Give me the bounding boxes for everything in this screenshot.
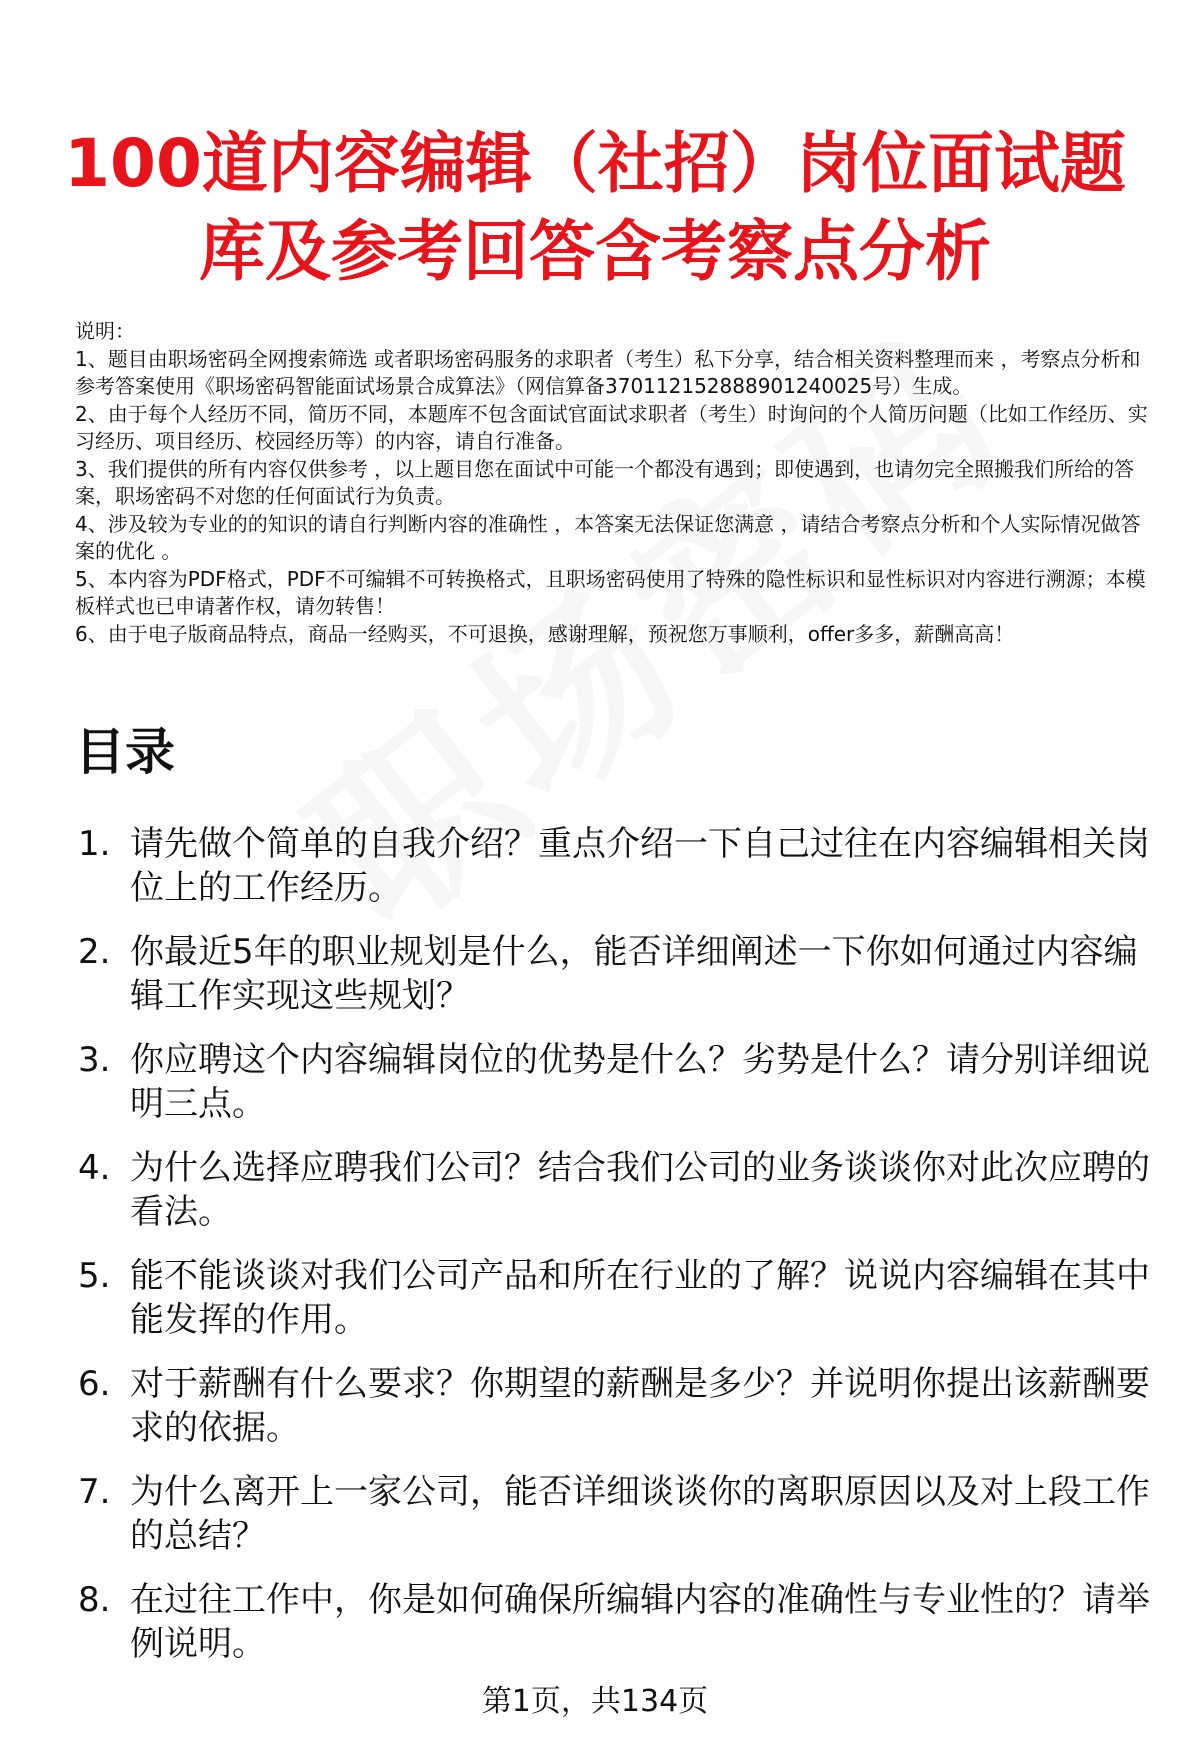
note-item: 6、由于电子版商品特点，商品一经购买，不可退换，感谢理解，预祝您万事顺利，offer多多，薪酬高高！	[75, 621, 1015, 646]
toc-item	[78, 1578, 1168, 1666]
page-footer: 第1页，共134页	[481, 1684, 709, 1719]
notes-heading: 说明：	[75, 319, 135, 343]
toc-item-text: 能不能谈谈对我们公司产品和所在行业的了解？说说内容编辑在其中能发挥的作用。	[130, 1256, 1150, 1340]
toc-item-text: 你最近5年的职业规划是什么，能否详细阐述一下你如何通过内容编辑工作实现这些规划？	[130, 932, 1138, 1016]
toc-item-text: 你应聘这个内容编辑岗位的优势是什么？劣势是什么？请分别详细说明三点。	[130, 1040, 1150, 1124]
toc-item-number: 2.	[78, 932, 111, 972]
note-item: 3、我们提供的所有内容仅供参考 ，以上题目您在面试中可能一个都没有遇到；即使遇到，也请勿完全照搬我们所给的答案，职场密码不对您的任何面试行为负责。	[75, 456, 1135, 508]
toc-item-number: 3.	[78, 1040, 111, 1080]
toc-item	[78, 1146, 1168, 1234]
note-item: 1、题目由职场密码全网搜索筛选 或者职场密码服务的求职者（考生）私下分享，结合相关资料整理而来 ，考察点分析和参考答案使用《职场密码智能面试场景合成算法》（网信算备370112152888901240025号）生成。	[75, 346, 1141, 398]
toc-item-number: 5.	[78, 1256, 111, 1296]
toc-item-number: 8.	[78, 1580, 111, 1620]
toc-item-text: 对于薪酬有什么要求？你期望的薪酬是多少？并说明你提出该薪酬要求的依据。	[130, 1364, 1150, 1448]
note-item: 5、本内容为PDF格式，PDF不可编辑不可转换格式，且职场密码使用了特殊的隐性标识和显性标识对内容进行溯源；本模板样式也已申请著作权，请勿转售！	[75, 566, 1146, 618]
notes-section	[75, 318, 1155, 648]
note-item: 2、由于每个人经历不同，简历不同，本题库不包含面试官面试求职者（考生）时询问的个人简历问题（比如工作经历、实习经历、项目经历、校园经历等）的内容，请自行准备。	[75, 401, 1148, 453]
toc-item	[78, 1470, 1168, 1558]
toc-item-text: 为什么离开上一家公司，能否详细谈谈你的离职原因以及对上段工作的总结？	[130, 1472, 1150, 1556]
toc-item	[78, 1254, 1168, 1342]
note-item: 4、涉及较为专业的的知识的请自行判断内容的准确性 ，本答案无法保证您满意 ，请结合考察点分析和个人实际情况做答案的优化 。	[75, 511, 1141, 563]
toc-item-text: 请先做个简单的自我介绍？重点介绍一下自己过往在内容编辑相关岗位上的工作经历。	[130, 824, 1150, 908]
toc-item-text: 为什么选择应聘我们公司？结合我们公司的业务谈谈你对此次应聘的看法。	[130, 1148, 1150, 1232]
toc-heading: 目录	[75, 723, 175, 781]
toc-item	[78, 1038, 1168, 1126]
toc-item-text: 在过往工作中，你是如何确保所编辑内容的准确性与专业性的？请举例说明。	[130, 1580, 1150, 1664]
toc-item-number: 7.	[78, 1472, 111, 1512]
document-title: 100道内容编辑（社招）岗位面试题库及参考回答含考察点分析	[64, 125, 1126, 290]
toc-item-number: 6.	[78, 1364, 111, 1404]
toc-item-number: 4.	[78, 1148, 111, 1188]
toc-item	[78, 930, 1168, 1018]
toc-item	[78, 822, 1168, 910]
toc-item-number: 1.	[78, 824, 111, 864]
toc-list	[78, 822, 1168, 1686]
toc-item	[78, 1362, 1168, 1450]
